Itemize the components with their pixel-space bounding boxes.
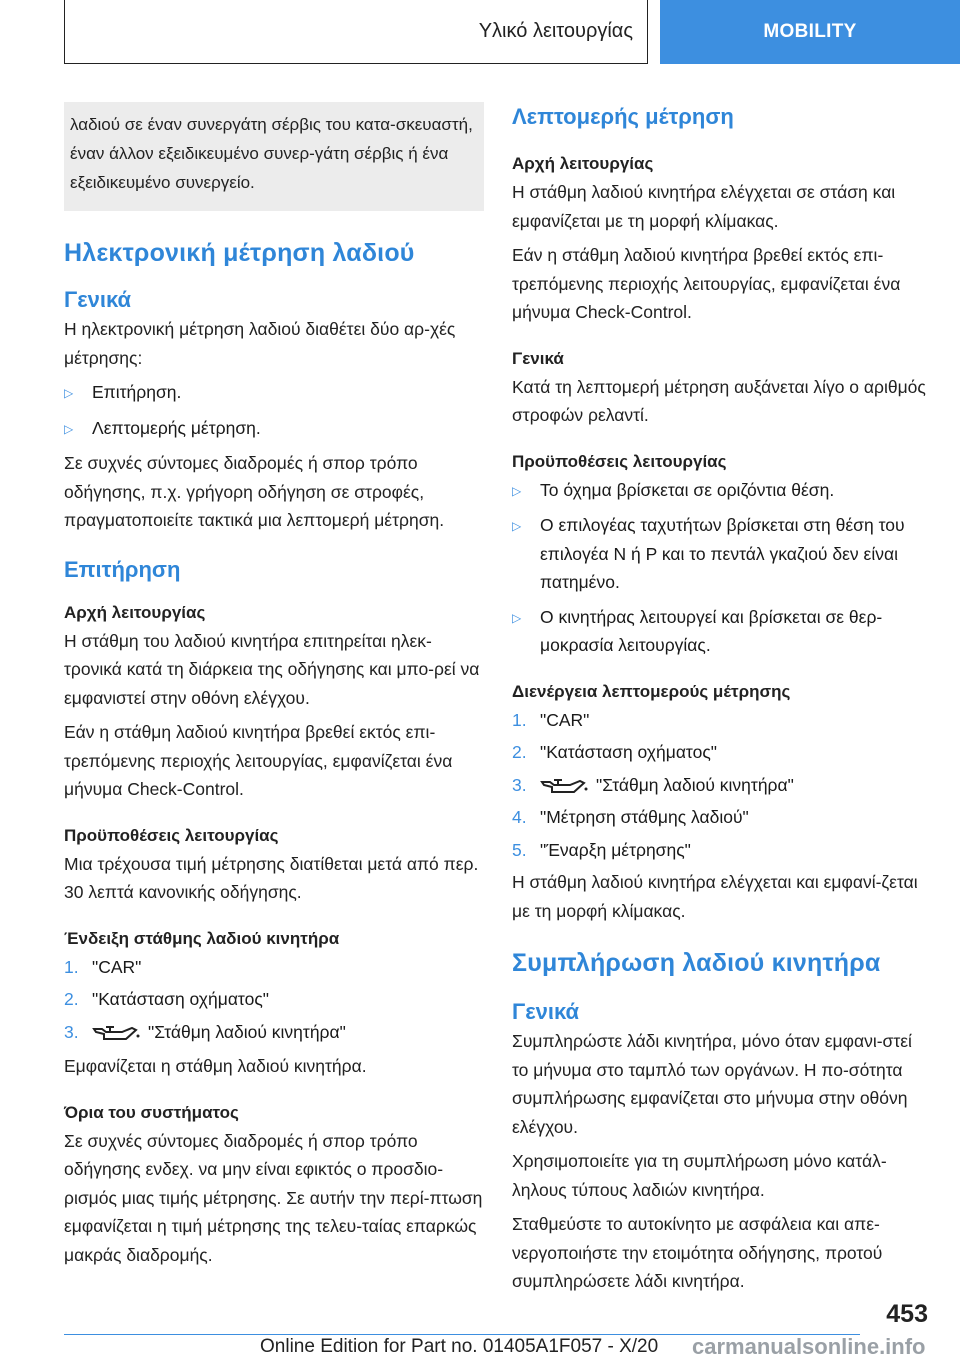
step-text: "Έναρξη μέτρησης": [540, 839, 691, 860]
triangle-bullet-icon: ▷: [512, 610, 522, 625]
paragraph: Η στάθμη λαδιού κινητήρα ελέγχεται σε στάση και εμφανίζεται με τη μορφή κλίμακας.: [512, 182, 896, 231]
subheading-detailed-measurement: Λεπτομερής μέτρηση: [512, 104, 734, 129]
step-number: 4.: [512, 807, 527, 827]
triangle-bullet-icon: ▷: [64, 421, 74, 436]
list-item-text: Επιτήρηση.: [92, 382, 182, 402]
oil-can-icon: [540, 776, 588, 796]
list-item: [512, 476, 932, 506]
header-section-title: [64, 0, 648, 64]
step-number: 1.: [64, 956, 79, 977]
step-number: 2.: [512, 742, 527, 762]
step-item: [512, 706, 932, 735]
list-item-text: Ο κινητήρας λειτουργεί και βρίσκεται σε θερ-μοκρασία λειτουργίας.: [540, 606, 883, 655]
step-item: [64, 985, 484, 1014]
step-item: [512, 836, 932, 865]
section-title-text: Υλικό λειτουργίας: [478, 20, 633, 42]
list-item-text: Ο επιλογέας ταχυτήτων βρίσκεται στη θέση του επιλογέα N ή P και το πεντάλ γκαζιού δεν είναι πατημένο.: [540, 515, 905, 592]
step-number: 2.: [64, 989, 79, 1009]
step-text: "Κατάσταση οχήματος": [92, 989, 269, 1009]
note-box: [64, 102, 484, 211]
paragraph: Μια τρέχουσα τιμή μέτρησης διατίθεται μετά από περ. 30 λεπτά κανονικής οδήγησης.: [64, 853, 479, 902]
footer-edition: Online Edition for Part no. 01405A1F057 - X/20: [260, 1336, 659, 1357]
tab-label: MOBILITY: [763, 21, 857, 42]
page-number: 453: [886, 1300, 928, 1328]
right-column: [512, 102, 932, 1296]
left-column: [64, 102, 484, 1269]
step-number: 5.: [512, 839, 527, 860]
step-item: [512, 771, 932, 800]
step-item: [64, 1018, 484, 1047]
paragraph: Κατά τη λεπτομερή μέτρηση αυξάνεται λίγο ο αριθμός στροφών ρελαντί.: [512, 376, 926, 425]
triangle-bullet-icon: ▷: [512, 519, 522, 533]
paragraph: Εμφανίζεται η στάθμη λαδιού κινητήρα.: [64, 1056, 367, 1076]
heading-general: Γενικά: [512, 348, 564, 368]
paragraph: Εάν η στάθμη λαδιού κινητήρα βρεθεί εκτός επι-τρεπόμενης περιοχής λειτουργίας, εμφανίζεται ένα μήνυμα Check-Control.: [64, 722, 453, 799]
heading-system-limits: Όρια του συστήματος: [64, 1102, 239, 1122]
paragraph: Σταθμεύστε το αυτοκίνητο με ασφάλεια και απε-νεργοποιήστε την ετοιμότητα οδήγησης, προτού συμπληρώσετε λάδι κινητήρα.: [512, 1214, 883, 1291]
subheading-monitoring: Επιτήρηση: [64, 556, 181, 582]
step-text: "Στάθμη λαδιού κινητήρα": [148, 1021, 346, 1042]
paragraph: Εάν η στάθμη λαδιού κινητήρα βρεθεί εκτός επι-τρεπόμενης περιοχής λειτουργίας, εμφανίζεται ένα μήνυμα Check-Control.: [512, 245, 901, 322]
oil-can-icon: [92, 1023, 140, 1043]
list-item: [64, 414, 484, 444]
section-heading-electronic-oil: Ηλεκτρονική μέτρηση λαδιού: [64, 239, 415, 267]
step-text: "CAR": [540, 709, 590, 730]
list-item: [512, 511, 932, 597]
list-item-text: Το όχημα βρίσκεται σε οριζόντια θέση.: [540, 479, 835, 500]
step-number: 3.: [512, 774, 527, 795]
paragraph: Η ηλεκτρονική μέτρηση λαδιού διαθέτει δύο αρ-χές μέτρησης:: [64, 319, 456, 368]
paragraph: Χρησιμοποιείτε για τη συμπλήρωση μόνο κατάλ-ληλους τύπους λαδιών κινητήρα.: [512, 1151, 887, 1200]
step-item: [512, 738, 932, 767]
step-number: 3.: [64, 1021, 79, 1042]
list-item-text: Λεπτομερής μέτρηση.: [92, 417, 261, 438]
paragraph: Η στάθμη λαδιού κινητήρα ελέγχεται και εμφανί-ζεται με τη μορφή κλίμακας.: [512, 872, 918, 921]
step-text: "Μέτρηση στάθμης λαδιού": [540, 807, 749, 827]
heading-perform-measurement: Διενέργεια λεπτομερούς μέτρησης: [512, 681, 791, 701]
note-text: λαδιού σε έναν συνεργάτη σέρβις του κατα-σκευαστή, έναν άλλον εξειδικευμένο συνερ-γάτη σέρβις ή ένα εξειδικευμένο συνεργείο.: [70, 115, 473, 192]
heading-oil-display: Ένδειξη στάθμης λαδιού κινητήρα: [64, 928, 340, 948]
heading-requirements: Προϋποθέσεις λειτουργίας: [512, 451, 727, 471]
paragraph: Η στάθμη του λαδιού κινητήρα επιτηρείται ηλεκ-τρονικά κατά τη διάρκεια της οδήγησης και μπο-ρεί να εμφανιστεί στην οθόνη ελέγχου.: [64, 630, 480, 708]
list-item: [64, 378, 484, 408]
paragraph: Συμπληρώστε λάδι κινητήρα, μόνο όταν εμφανι-στεί το μήνυμα στο ταμπλό των οργάνων. Η πο-σότητα συμπλήρωσης εμφανίζεται στο μήνυμα στην οθόνη ελέγχου.: [512, 1031, 912, 1137]
heading-requirements: Προϋποθέσεις λειτουργίας: [64, 825, 279, 845]
paragraph: Σε συχνές σύντομες διαδρομές ή σπορ τρόπο οδήγησης, π.χ. γρήγορη οδήγηση σε στροφές, πραγματοποιείτε τακτικά μια λεπτομερή μέτρηση.: [64, 453, 445, 530]
heading-principle: Αρχή λειτουργίας: [64, 602, 206, 622]
subheading-general: Γενικά: [512, 999, 580, 1024]
heading-principle: Αρχή λειτουργίας: [512, 154, 654, 173]
triangle-bullet-icon: ▷: [64, 386, 74, 400]
step-item: [512, 803, 932, 832]
step-text: "Στάθμη λαδιού κινητήρα": [596, 774, 794, 795]
list-item: [512, 603, 932, 660]
step-text: "Κατάσταση οχήματος": [540, 742, 717, 762]
header-mobility-tab[interactable]: [660, 0, 960, 64]
section-heading-refill-oil: Συμπλήρωση λαδιού κινητήρα: [512, 949, 881, 977]
step-text: "CAR": [92, 956, 142, 977]
step-number: 1.: [512, 709, 527, 730]
triangle-bullet-icon: ▷: [512, 483, 522, 498]
paragraph: Σε συχνές σύντομες διαδρομές ή σπορ τρόπο οδήγησης ενδεχ. να μην είναι εφικτός ο προσδιο-ρισμός μιας τιμής μέτρησης. Σε αυτήν την περί-πτωση εμφανίζεται η τιμή μέτρησης της τελευ-ταίας επαρκώς μακράς διαδρομής.: [64, 1130, 483, 1265]
watermark: carmanualsonline.info: [692, 1334, 926, 1359]
step-item: [64, 953, 484, 982]
subheading-general: Γενικά: [64, 287, 132, 312]
